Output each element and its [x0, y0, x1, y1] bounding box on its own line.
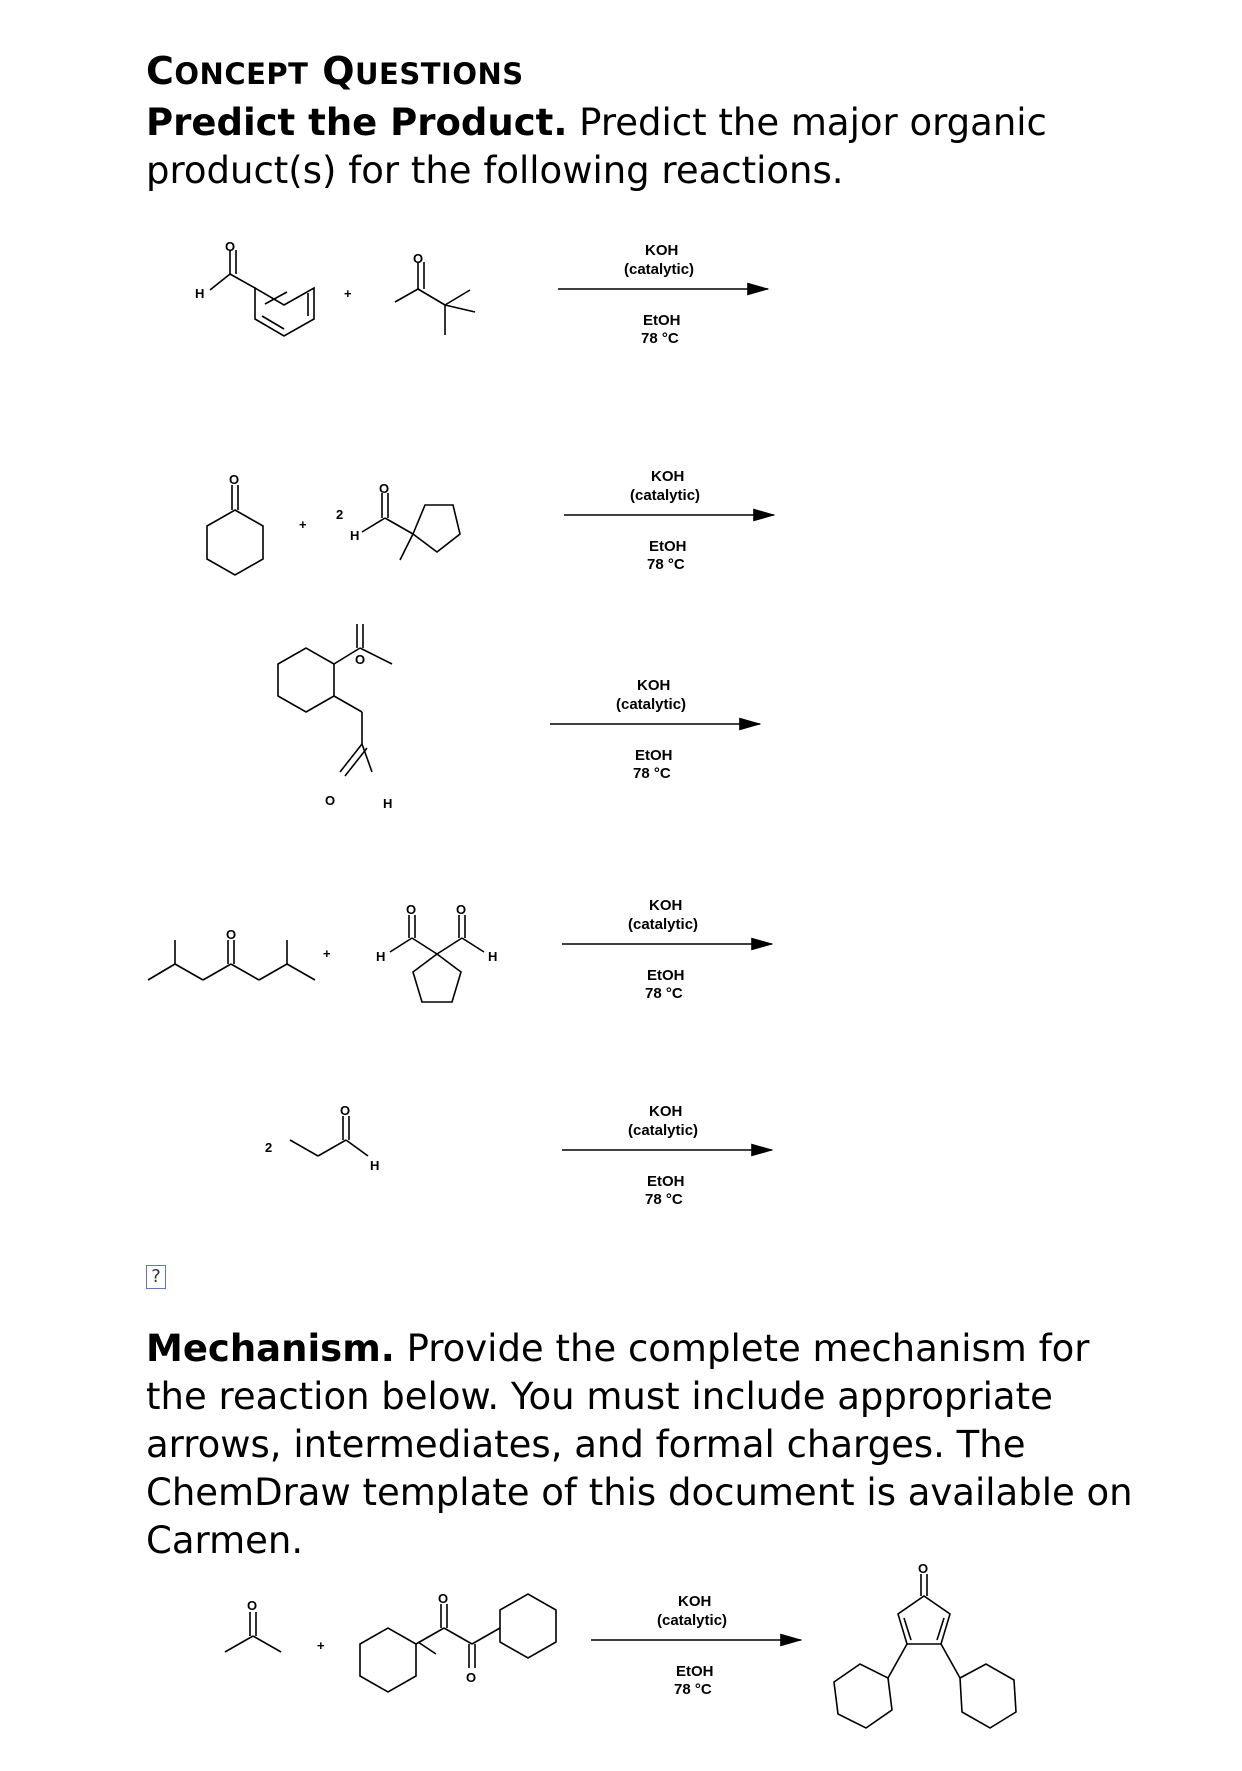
cyclopentyl-aldehyde — [362, 493, 460, 560]
atom-label: O — [226, 927, 237, 942]
reagent-label: KOH — [678, 1593, 712, 1610]
reagent-label: KOH — [637, 677, 671, 694]
predict-text: Predict the major organic product(s) for the following reactions. — [146, 101, 1047, 192]
catalytic-label: (catalytic) — [628, 916, 699, 933]
propanal — [290, 1116, 368, 1156]
atom-label: H — [488, 949, 498, 964]
atom-label: H — [370, 1158, 380, 1173]
mechanism-bold: Mechanism. — [146, 1327, 395, 1370]
atom-label: O — [379, 481, 390, 496]
predict-bold: Predict the Product. — [146, 101, 568, 144]
mechanism-prompt — [146, 1325, 1146, 1565]
atom-label: H — [195, 286, 205, 301]
temperature-label: 78 °C — [645, 985, 683, 1002]
diphenylcyclopentadienone — [834, 1574, 1016, 1728]
reagent-label: KOH — [645, 242, 679, 259]
atom-label: H — [376, 949, 386, 964]
solvent-label: EtOH — [635, 747, 673, 764]
atom-label: O — [438, 1591, 449, 1606]
catalytic-label: (catalytic) — [628, 1122, 699, 1139]
plus-sign: + — [344, 286, 352, 301]
atom-label: O — [918, 1561, 929, 1576]
mechanism-section — [146, 1325, 1146, 1565]
solvent-label: EtOH — [647, 967, 685, 984]
catalytic-label: (catalytic) — [616, 696, 687, 713]
atom-label: O — [466, 1670, 477, 1685]
reagent-label: KOH — [651, 468, 685, 485]
solvent-label: EtOH — [649, 538, 687, 555]
solvent-label: EtOH — [647, 1173, 685, 1190]
reaction-3 — [278, 624, 760, 776]
catalytic-label: (catalytic) — [630, 487, 701, 504]
plus-sign: + — [323, 946, 331, 961]
solvent-label: EtOH — [676, 1663, 714, 1680]
temperature-label: 78 °C — [633, 765, 671, 782]
reaction-5 — [290, 1116, 772, 1156]
mechanism-reaction — [225, 1574, 1016, 1728]
benzaldehyde — [210, 250, 314, 336]
coefficient: 2 — [336, 507, 344, 522]
section-title: CONCEPT QUESTIONS — [146, 49, 524, 93]
reagent-label: KOH — [649, 1103, 683, 1120]
pinacolone — [395, 262, 475, 335]
catalytic-label: (catalytic) — [657, 1612, 728, 1629]
atom-label: O — [225, 239, 236, 254]
temperature-label: 78 °C — [641, 330, 679, 347]
atom-label: O — [229, 472, 240, 487]
plus-sign: + — [299, 517, 307, 532]
diisobutyl-ketone — [148, 940, 315, 980]
atom-label: O — [340, 1103, 351, 1118]
temperature-label: 78 °C — [647, 556, 685, 573]
atom-label: O — [325, 793, 336, 808]
acetone — [225, 1612, 281, 1652]
solvent-label: EtOH — [643, 312, 681, 329]
mechanism-text: Provide the complete mechanism for the reaction below. You must include appropriate arrows, intermediates, and formal charges. The ChemDraw template of this document is available on Carmen. — [146, 1327, 1133, 1562]
atom-label: O — [355, 652, 366, 667]
ketoaldehyde — [278, 624, 392, 776]
reagent-label: KOH — [649, 897, 683, 914]
atom-label: O — [406, 902, 417, 917]
temperature-label: 78 °C — [674, 1681, 712, 1698]
benzil — [360, 1594, 556, 1692]
atom-label: O — [413, 251, 424, 266]
plus-sign: + — [317, 1638, 325, 1653]
atom-label: O — [456, 902, 467, 917]
broken-image-icon: ? — [146, 1265, 166, 1289]
cyclopentane-dicarbaldehyde — [390, 915, 484, 1002]
atom-label: H — [350, 528, 360, 543]
cyclohexanone — [207, 485, 263, 575]
coefficient: 2 — [265, 1140, 273, 1155]
temperature-label: 78 °C — [645, 1191, 683, 1208]
atom-label: H — [383, 796, 393, 811]
atom-label: O — [247, 1598, 258, 1613]
catalytic-label: (catalytic) — [624, 261, 695, 278]
